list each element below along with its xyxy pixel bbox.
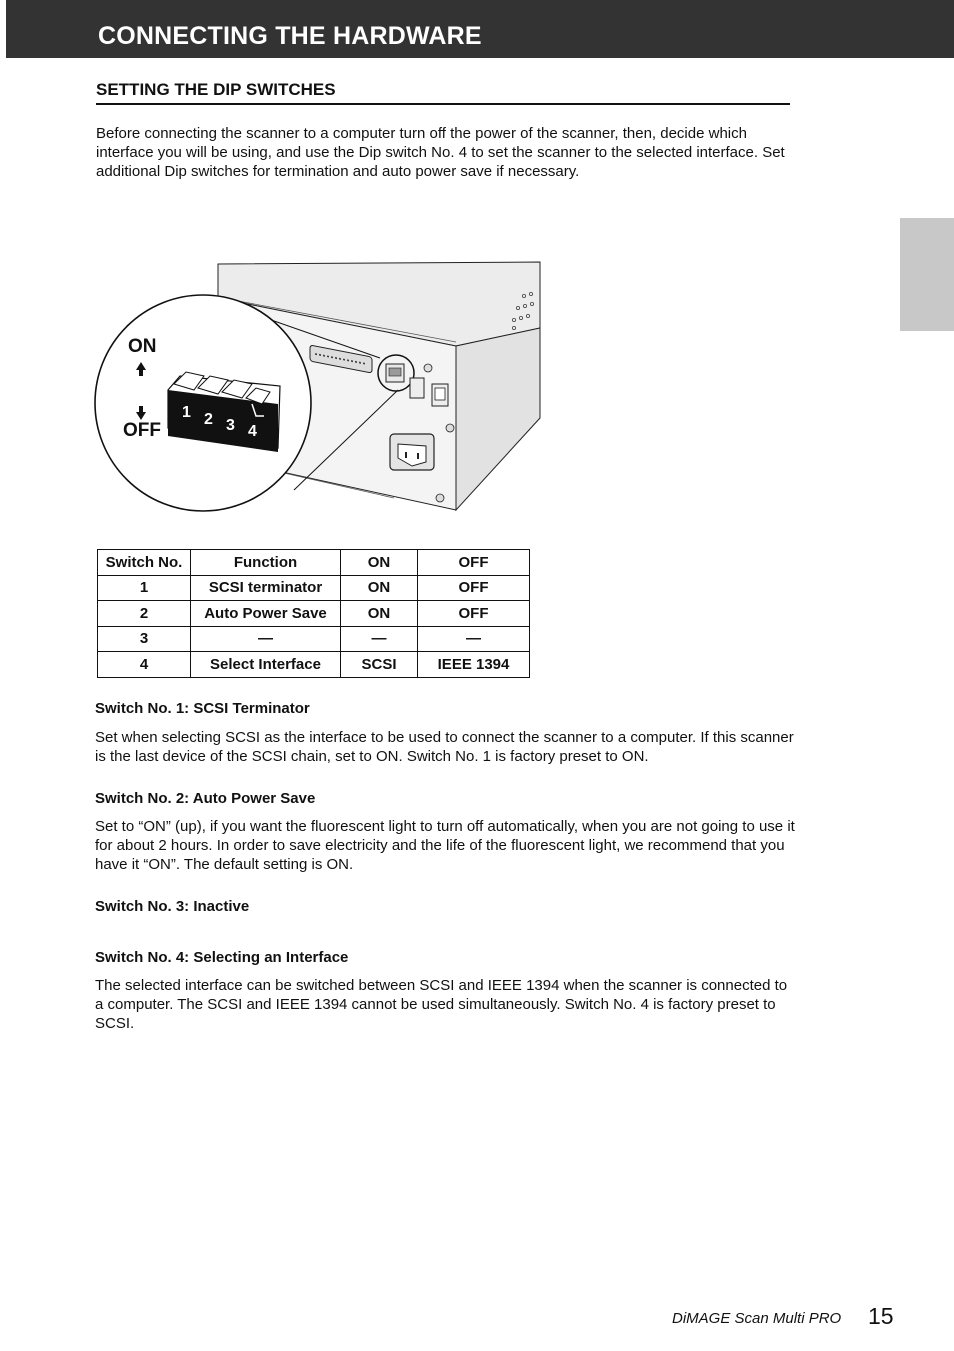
table-cell: SCSI (341, 652, 418, 678)
page-title: CONNECTING THE HARDWARE (98, 22, 482, 50)
table-cell: 1 (98, 575, 191, 601)
table-cell: — (191, 626, 341, 652)
switch4-heading: Switch No. 4: Selecting an Interface (95, 949, 349, 966)
switch2-heading: Switch No. 2: Auto Power Save (95, 790, 316, 807)
switch2-body: Set to “ON” (up), if you want the fluorescent light to turn off automatically, when you are not going to use it for about 2 hours. In order to save electricity and the life of the fluorescent light, we recommend that you have it “ON”. The default setting is ON. (95, 818, 795, 873)
intro-paragraph: Before connecting the scanner to a computer turn off the power of the scanner, then, decide which interface you will be using, and use the Dip switch No. 4 to set the scanner to the selected interface. Set additional Dip switches for termination and auto power save if necessary. (96, 125, 785, 180)
table-row (98, 626, 530, 652)
header-cell: ON (341, 550, 418, 576)
table-cell: 3 (98, 626, 191, 652)
dip-switch-table (97, 549, 530, 678)
table-cell: 4 (98, 652, 191, 678)
section-title: SETTING THE DIP SWITCHES (96, 80, 336, 99)
table-cell: — (341, 626, 418, 652)
section-rule (96, 103, 790, 105)
table-cell: IEEE 1394 (418, 652, 530, 678)
table-cell: ON (341, 601, 418, 627)
page-number: 15 (868, 1303, 894, 1329)
switch1-body: Set when selecting SCSI as the interface to be used to connect the scanner to a computer. If this scanner is the last device of the SCSI chain, set to ON. Switch No. 1 is factory preset to ON. (95, 729, 794, 765)
table-cell: — (418, 626, 530, 652)
switch-number: 1 (182, 404, 191, 421)
switch-number: 4 (248, 423, 257, 440)
table-cell: Select Interface (191, 652, 341, 678)
switch-number: 2 (204, 411, 213, 428)
header-cell: OFF (418, 550, 530, 576)
chapter-tab (900, 218, 954, 331)
switch-number: 3 (226, 417, 235, 434)
table-cell: OFF (418, 601, 530, 627)
switch1-heading: Switch No. 1: SCSI Terminator (95, 700, 310, 717)
header-cell: Switch No. (98, 550, 191, 576)
footer-model-name: DiMAGE Scan Multi PRO (672, 1310, 842, 1327)
table-cell: SCSI terminator (191, 575, 341, 601)
table-cell: OFF (418, 575, 530, 601)
table-row (98, 575, 530, 601)
on-label: ON (128, 336, 157, 357)
table-header-row (98, 550, 530, 576)
header-cell: Function (191, 550, 341, 576)
table-row (98, 601, 530, 627)
switch3-heading: Switch No. 3: Inactive (95, 898, 250, 915)
table-cell: ON (341, 575, 418, 601)
off-label: OFF (123, 420, 161, 441)
switch4-body: The selected interface can be switched between SCSI and IEEE 1394 when the scanner is connected to a computer. The SCSI and IEEE 1394 cannot be used simultaneously. Switch No. 4 is factory preset to SCSI. (95, 977, 788, 1032)
dip-switch-illustration (94, 258, 542, 516)
table-cell: 2 (98, 601, 191, 627)
table-cell: Auto Power Save (191, 601, 341, 627)
table-row (98, 652, 530, 678)
